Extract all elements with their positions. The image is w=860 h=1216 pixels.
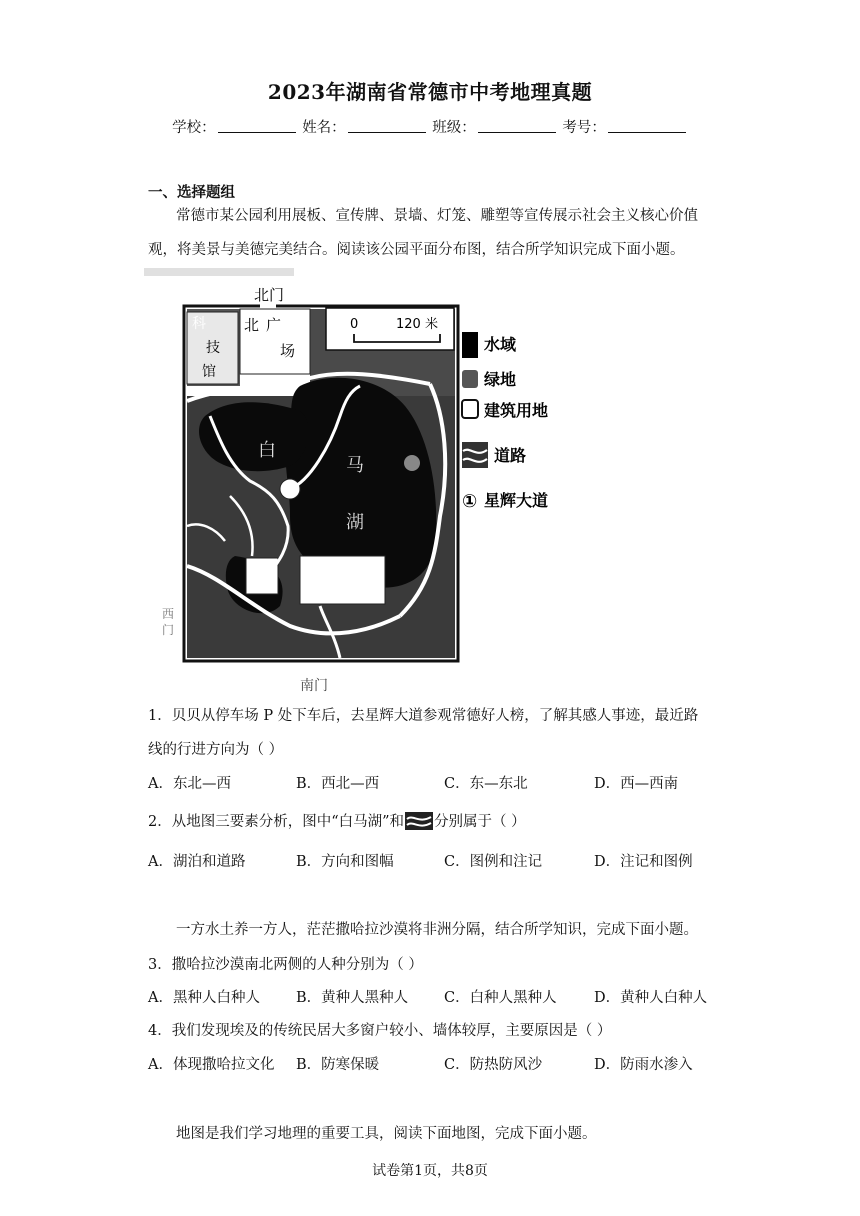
student-info-line: [0, 116, 860, 137]
lake-label-bai: 白: [258, 440, 276, 461]
exam-no-blank: [608, 120, 686, 133]
q1-option-a[interactable]: A．东北—西: [148, 776, 231, 792]
science-museum-1: 科: [192, 316, 206, 332]
west-gate-2: 门: [162, 623, 175, 637]
q2-option-a[interactable]: A．湖泊和道路: [148, 854, 246, 870]
q1-stem-line2: 线的行进方向为（ ）: [148, 742, 284, 758]
scale-value: 120 米: [396, 317, 438, 332]
legend-road-label: 道路: [494, 446, 527, 465]
section3-intro: 地图是我们学习地理的重要工具，阅读下面地图，完成下面小题。: [176, 1126, 597, 1142]
scale-zero: 0: [350, 317, 359, 332]
legend-avenue-label: 星辉大道: [484, 491, 549, 510]
intro-line-1: 常德市某公园利用展板、宣传牌、景墙、灯笼、雕塑等宣传展示社会主义核心价值: [176, 208, 698, 224]
park-map: [140, 266, 580, 696]
q2-option-c[interactable]: C．图例和注记: [444, 854, 543, 870]
q2-stem: [148, 810, 526, 831]
school-blank: [218, 120, 296, 133]
west-gate-1: 西: [162, 607, 175, 621]
q4-option-b[interactable]: B．防寒保暖: [296, 1057, 380, 1073]
lake-label-ma: 马: [346, 455, 364, 476]
q1-option-d[interactable]: D．西—西南: [594, 776, 679, 792]
q1-option-c[interactable]: C．东—东北: [444, 776, 528, 792]
q2-stem-post: 分别属于（ ）: [434, 814, 526, 830]
school-label: 学校：: [172, 120, 216, 136]
q4-option-d[interactable]: D．防雨水渗入: [594, 1057, 693, 1073]
north-square-1: 北: [244, 316, 260, 334]
legend-avenue-marker: ①: [462, 491, 478, 512]
road-legend-icon: [405, 812, 433, 830]
legend-water-label: 水域: [484, 335, 517, 354]
north-gate-label: 北门: [254, 286, 285, 304]
north-square-2: 广: [266, 316, 282, 334]
north-square-3: 场: [280, 342, 296, 360]
section2-intro: 一方水土养一方人，茫茫撒哈拉沙漠将非洲分隔，结合所学知识，完成下面小题。: [176, 922, 698, 938]
q3-stem: 3．撒哈拉沙漠南北两侧的人种分别为（ ）: [148, 957, 423, 973]
q3-option-a[interactable]: A．黑种人白种人: [148, 990, 260, 1006]
page-title: 2023年湖南省常德市中考地理真题: [267, 80, 593, 104]
intro-line-2: 观，将美景与美德完美结合。阅读该公园平面分布图，结合所学知识完成下面小题。: [148, 242, 685, 258]
q4-option-a[interactable]: A．体现撒哈拉文化: [148, 1057, 275, 1073]
name-label: 姓名：: [302, 120, 346, 136]
section-heading: 一、选择题组: [148, 184, 235, 201]
q2-option-b[interactable]: B．方向和图幅: [296, 854, 394, 870]
legend-greenland-label: 绿地: [484, 370, 517, 389]
q1-stem-line1: 1．贝贝从停车场 P 处下车后，去星辉大道参观常德好人榜，了解其感人事迹，最近路: [148, 708, 699, 724]
class-label: 班级：: [432, 120, 476, 136]
q3-option-d[interactable]: D．黄种人白种人: [594, 990, 708, 1006]
science-museum-2: 技: [206, 340, 220, 356]
q4-stem: 4．我们发现埃及的传统民居大多窗户较小、墙体较厚，主要原因是（ ）: [148, 1023, 612, 1039]
q1-option-b[interactable]: B．西北—西: [296, 776, 380, 792]
q3-option-b[interactable]: B．黄种人黑种人: [296, 990, 409, 1006]
south-gate-label: 南门: [300, 678, 328, 694]
legend-water-swatch: [462, 332, 478, 358]
q4-option-c[interactable]: C．防热防风沙: [444, 1057, 543, 1073]
science-museum-3: 馆: [202, 364, 216, 380]
q2-stem-pre: 2．从地图三要素分析，图中“白马湖”和: [148, 814, 405, 830]
name-blank: [348, 120, 426, 133]
q2-option-d[interactable]: D．注记和图例: [594, 854, 693, 870]
legend-building-label: 建筑用地: [484, 401, 549, 420]
legend-building-swatch: [462, 400, 478, 418]
q3-option-c[interactable]: C．白种人黑种人: [444, 990, 557, 1006]
legend-greenland-swatch: [462, 370, 478, 388]
class-blank: [478, 120, 556, 133]
exam-no-label: 考号：: [562, 120, 606, 136]
legend-road-swatch: [462, 442, 488, 468]
page-footer: 试卷第1页，共8页: [372, 1163, 488, 1179]
lake-label-hu: 湖: [346, 512, 364, 533]
